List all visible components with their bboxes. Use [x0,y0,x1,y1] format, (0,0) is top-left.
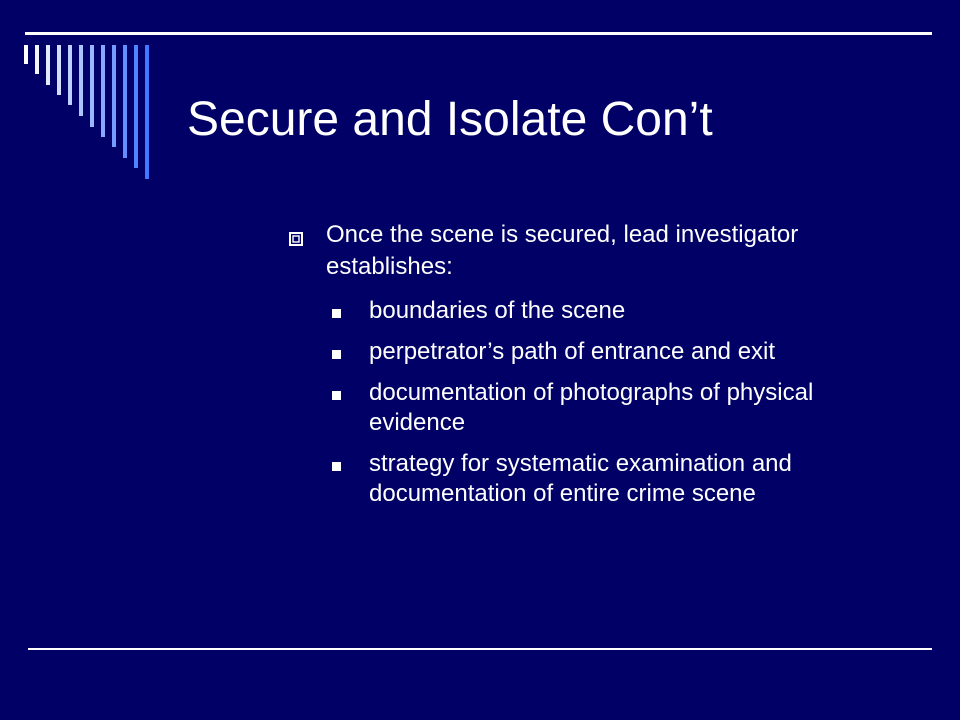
hollow-square-bullet-icon [289,232,303,246]
decorative-bar [46,45,50,85]
decorative-bar [68,45,72,105]
square-bullet-icon [332,462,341,471]
decorative-bar [35,45,39,74]
bullet-text: Once the scene is secured, lead investigator establishes: [326,221,799,280]
sub-bullet-item [285,378,905,438]
slide-title: Secure and Isolate Con’t [187,93,713,146]
sub-bullet-item [285,296,905,326]
decorative-bar [57,45,61,95]
square-bullet-icon [332,391,341,400]
decorative-bar [79,45,83,116]
sub-bullet-text: documentation of photographs of physical evidence [369,379,814,436]
decorative-bar [123,45,127,158]
decorative-bar [145,45,149,179]
sub-bullet-item [285,337,905,367]
bullet-item [285,219,905,283]
decorative-bar [134,45,138,168]
decorative-bars [0,0,170,200]
sub-bullet-text: strategy for systematic examination and documentation of entire crime scene [369,450,792,507]
bottom-rule-line [28,648,932,650]
sub-bullet-text: perpetrator’s path of entrance and exit [369,338,776,365]
decorative-bar [90,45,94,127]
decorative-bar [24,45,28,64]
decorative-bar [112,45,116,147]
square-bullet-icon [332,350,341,359]
sub-bullet-text: boundaries of the scene [369,297,626,324]
square-bullet-icon [332,309,341,318]
sub-bullet-item [285,449,905,509]
slide-content [285,219,905,520]
decorative-bar [101,45,105,137]
